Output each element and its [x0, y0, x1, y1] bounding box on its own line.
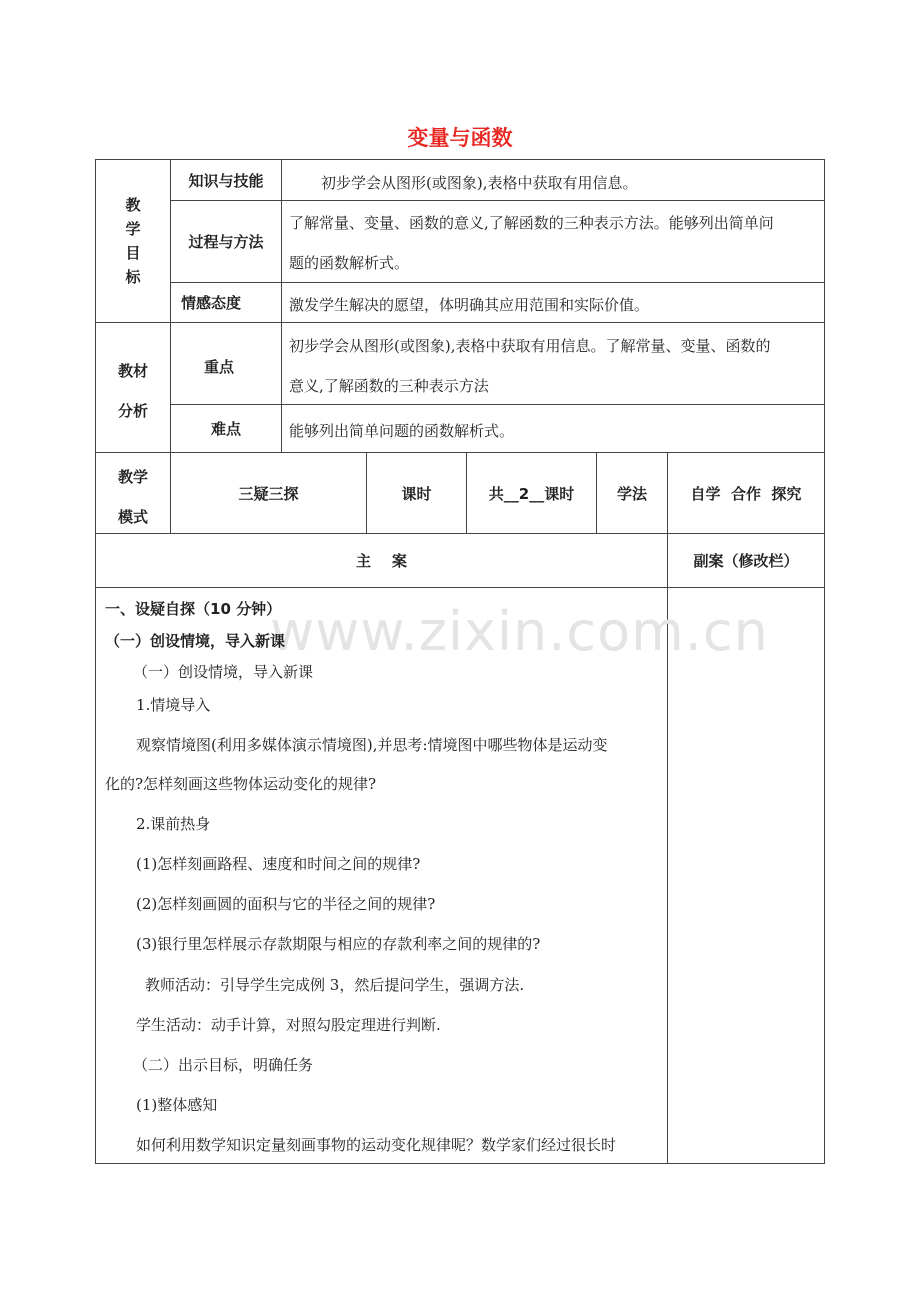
analysis-label-1: 教材: [118, 362, 149, 380]
objectives-label-char: 标: [125, 268, 141, 286]
column-divider: [281, 159, 282, 452]
key-point-line1: 初步学会从图形(或图象),表格中获取有用信息。了解常量、变量、函数的: [289, 337, 771, 355]
objectives-label: [96, 160, 170, 322]
hours-value: 共__2__课时: [488, 484, 575, 503]
table-border-bottom: [95, 1163, 825, 1164]
mode-label-1: 教学: [118, 468, 149, 486]
key-point-line2: 意义,了解函数的三种表示方法: [289, 377, 489, 395]
attitude-label: 情感态度: [180, 294, 241, 312]
objectives-label-char: 目: [125, 244, 141, 262]
side-plan-header: 副案（修改栏）: [693, 552, 799, 570]
body-line: 如何利用数学知识定量刻画事物的运动变化规律呢？数学家们经过很长时: [136, 1136, 617, 1154]
difficulty-text: 能够列出简单问题的函数解析式。: [289, 422, 515, 440]
difficulty-label: 难点: [210, 420, 241, 438]
table-border-right: [824, 159, 825, 1164]
body-line: (1)整体感知: [136, 1096, 218, 1114]
objectives-label-char: 教: [125, 196, 141, 214]
body-line: 1.情境导入: [136, 696, 211, 714]
process-text-line1: 了解常量、变量、函数的意义,了解函数的三种表示方法。能够列出简单问: [289, 214, 774, 232]
body-line: 学生活动：动手计算，对照勾股定理进行判断.: [136, 1016, 441, 1034]
process-text-line2: 题的函数解析式。: [289, 254, 410, 272]
main-plan-header: 主 案: [356, 552, 407, 570]
body-line: 观察情境图(利用多媒体演示情境图),并思考:情境图中哪些物体是运动变: [136, 736, 608, 754]
row-divider: [170, 282, 825, 283]
body-line: 2.课前热身: [136, 815, 211, 833]
knowledge-text: 初步学会从图形(或图象),表格中获取有用信息。: [321, 174, 638, 192]
row-divider: [95, 322, 825, 323]
hours-label: 课时: [401, 484, 432, 503]
knowledge-label: 知识与技能: [188, 171, 264, 190]
subsection-heading: （一）创设情境，导入新课: [105, 632, 286, 650]
body-line: (2)怎样刻画圆的面积与它的半径之间的规律?: [136, 895, 436, 913]
section-heading: 一、设疑自探（10 分钟）: [105, 600, 282, 618]
attitude-text: 激发学生解决的愿望，体明确其应用范围和实际价值。: [289, 296, 650, 314]
body-line: (1)怎样刻画路程、速度和时间之间的规律?: [136, 855, 421, 873]
objectives-label-char: 学: [125, 220, 141, 238]
method-label: 学法: [616, 484, 647, 503]
mode-value: 三疑三探: [238, 484, 299, 503]
process-label: 过程与方法: [188, 233, 264, 251]
document-title: 变量与函数: [407, 126, 513, 150]
key-point-label: 重点: [204, 358, 235, 376]
watermark: www.zixin.com.cn: [270, 600, 769, 663]
analysis-label-2: 分析: [118, 402, 149, 420]
row-divider: [95, 587, 825, 588]
body-line: (3)银行里怎样展示存款期限与相应的存款利率之间的规律的?: [136, 935, 541, 953]
body-line: 教师活动：引导学生完成例 3，然后提问学生，强调方法.: [145, 976, 525, 994]
mode-label-2: 模式: [118, 508, 149, 526]
body-line: （二）出示目标，明确任务: [133, 1056, 314, 1074]
body-line: （一）创设情境，导入新课: [133, 663, 314, 681]
method-value: 自学 合作 探究: [690, 484, 802, 503]
body-line: 化的?怎样刻画这些物体运动变化的规律?: [105, 775, 377, 793]
